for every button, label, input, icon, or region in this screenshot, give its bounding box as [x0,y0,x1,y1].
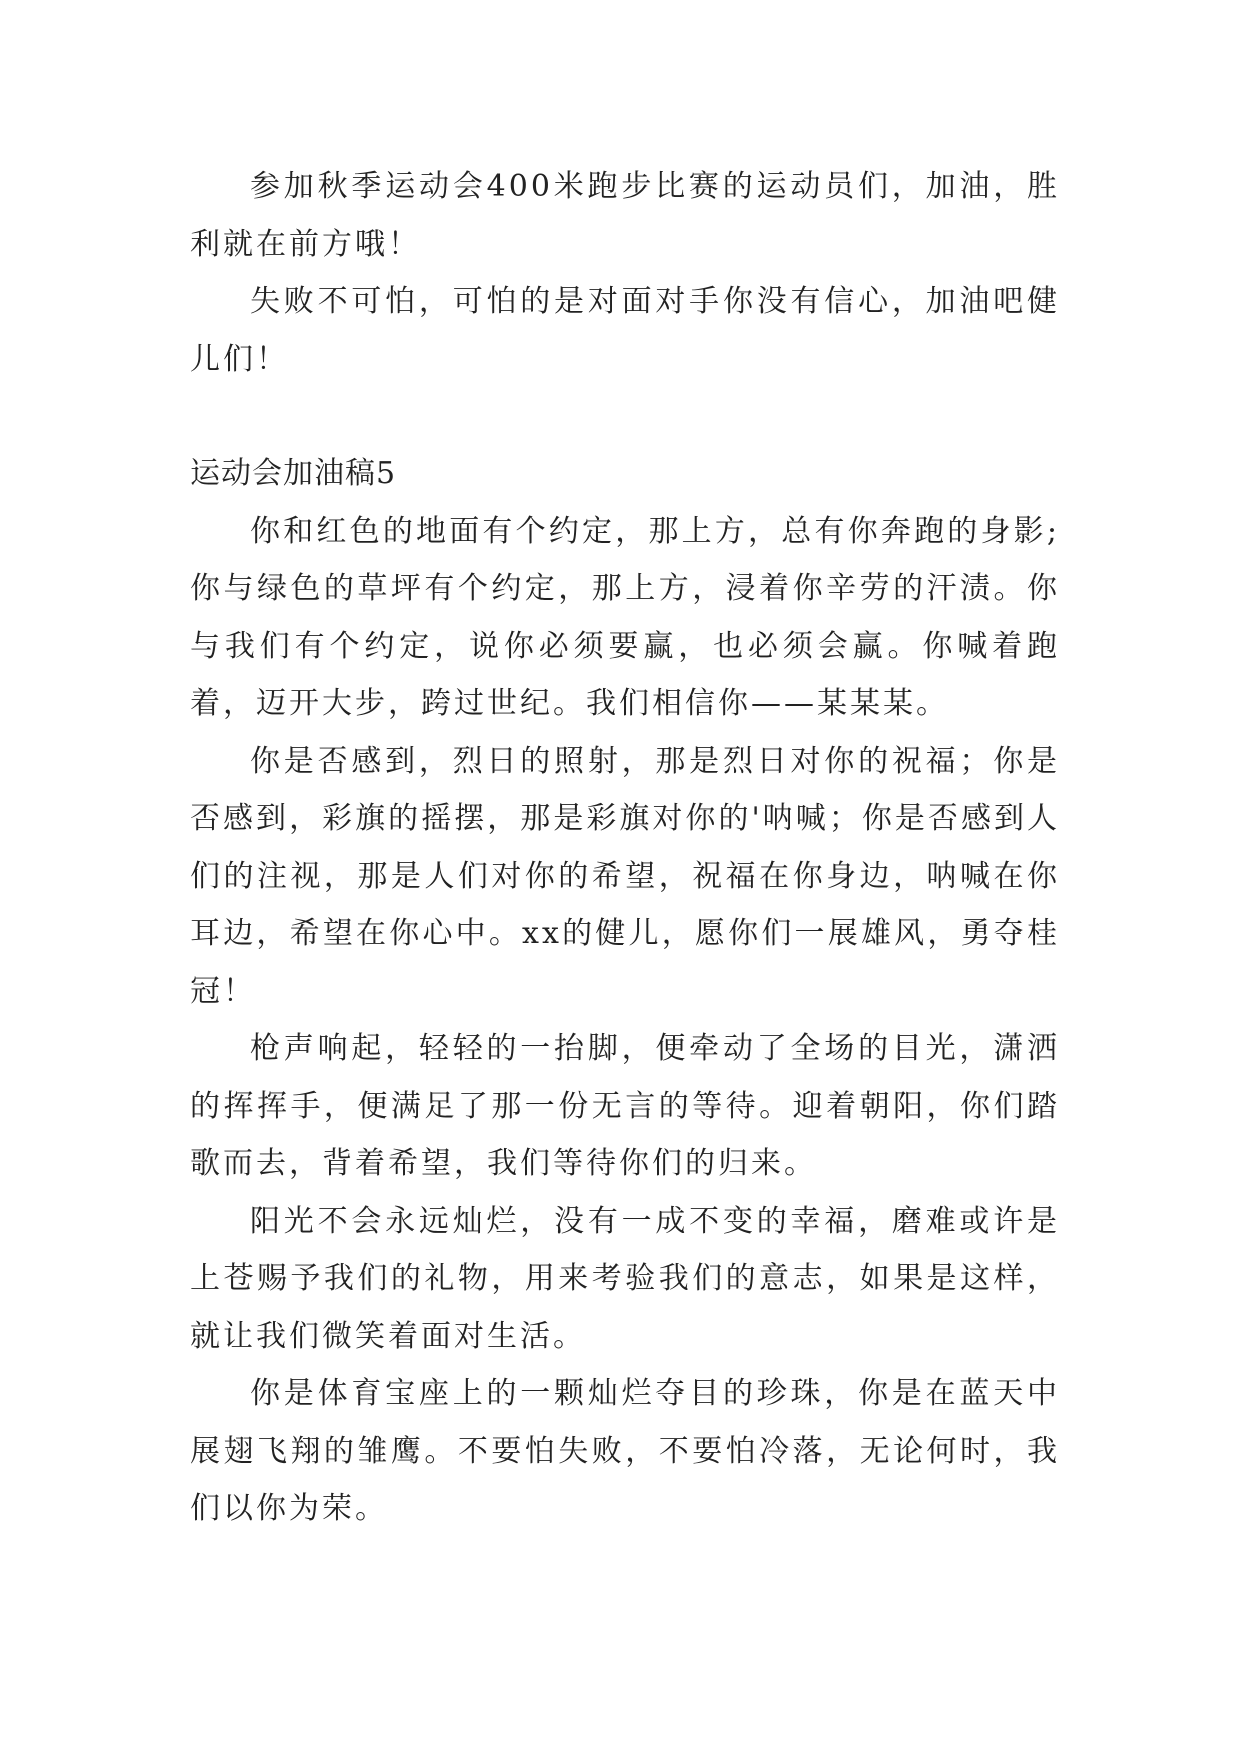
paragraph: 失败不可怕，可怕的是对面对手你没有信心，加油吧健儿们！ [190,284,1060,377]
document-body [190,158,1060,1538]
paragraph: 阳光不会永远灿烂，没有一成不变的幸福，磨难或许是上苍赐予我们的礼物，用来考验我们的意志，如果是这样，就让我们微笑着面对生活。 [190,1203,1060,1354]
paragraph: 你和红色的地面有个约定，那上方，总有你奔跑的身影;你与绿色的草坪有个约定，那上方，浸着你辛劳的汗渍。你与我们有个约定，说你必须要赢，也必须会赢。你喊着跑着，迈开大步，跨过世纪。我们相信你——某某某。 [190,513,1060,721]
paragraph: 参加秋季运动会400米跑步比赛的运动员们，加油，胜利就在前方哦！ [190,169,1060,262]
paragraph: 你是体育宝座上的一颗灿烂夺目的珍珠，你是在蓝天中展翅飞翔的雏鹰。不要怕失败，不要怕冷落，无论何时，我们以你为荣。 [190,1376,1060,1526]
section-heading: 运动会加油稿5 [190,456,397,491]
paragraph: 你是否感到，烈日的照射，那是烈日对你的祝福；你是否感到，彩旗的摇摆，那是彩旗对你的'呐喊；你是否感到人们的注视，那是人们对你的希望，祝福在你身边，呐喊在你耳边，希望在你心中。xx的健儿，愿你们一展雄风，勇夺桂冠！ [190,743,1060,1009]
paragraph: 枪声响起，轻轻的一抬脚，便牵动了全场的目光，潇洒的挥挥手，便满足了那一份无言的等待。迎着朝阳，你们踏歌而去，背着希望，我们等待你们的归来。 [190,1031,1060,1181]
